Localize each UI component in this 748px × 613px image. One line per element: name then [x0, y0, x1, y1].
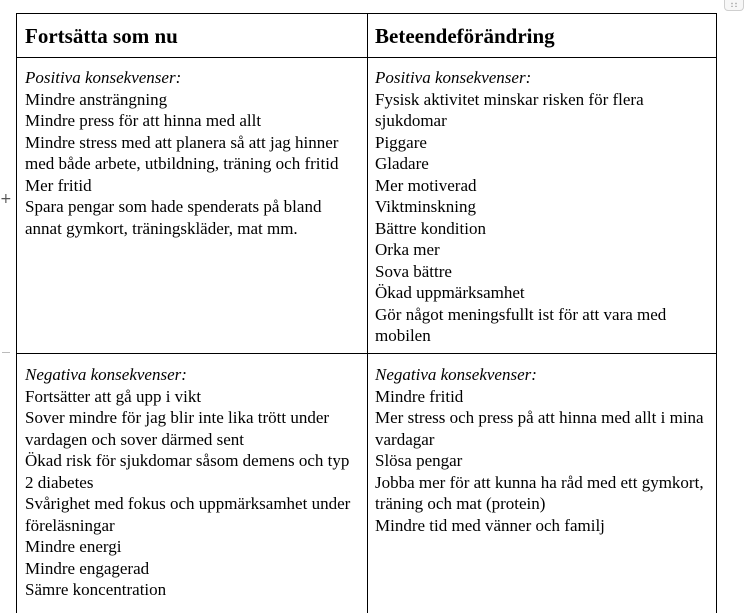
subheading-positive: Positiva konsekvenser: [375, 68, 532, 87]
list-item: Mer motiverad [375, 175, 477, 195]
list-item: Orka mer [375, 240, 440, 259]
consequence-list [375, 89, 711, 347]
consequence-list [25, 386, 361, 601]
subheading-negative: Negativa konsekvenser: [25, 365, 187, 384]
column-divider [367, 14, 368, 613]
subheading-positive: Positiva konsekvenser: [25, 68, 182, 87]
list-item: Mindre press för att hinna med allt [25, 111, 262, 130]
list-item: Slösa pengar [375, 451, 463, 470]
header-continue-as-now: Fortsätta som nu [25, 24, 178, 48]
list-item: Fortsätter att gå upp i vikt [25, 386, 202, 406]
list-item: Mindre ansträngning [25, 89, 168, 109]
list-item: Ökad risk för sjukdomar såsom demens och typ 2 diabetes [25, 451, 350, 492]
list-item: Sova bättre [375, 261, 452, 281]
row-divider [17, 353, 716, 354]
table-drag-handle[interactable] [724, 0, 744, 11]
cell-continue-negative [25, 364, 361, 601]
cell-continue-positive [25, 67, 359, 239]
list-item: Svårighet med fokus och uppmärksamhet under föreläsningar [25, 494, 351, 535]
list-item: Mindre engagerad [25, 558, 150, 578]
list-item: Mindre tid med vänner och familj [375, 515, 605, 535]
list-item: Spara pengar som hade spenderats på bland annat gymkort, träningskläder, mat mm. [25, 197, 322, 238]
cell-change-positive [375, 67, 711, 347]
list-item: Mer fritid [25, 175, 92, 195]
list-item: Ökad uppmärksamhet [375, 283, 525, 302]
consequence-table [16, 13, 717, 613]
list-item: Viktminskning [375, 197, 476, 216]
list-item: Mindre energi [25, 537, 122, 556]
list-item: Mer stress och press på att hinna med allt i mina vardagar [375, 408, 704, 449]
add-row-icon[interactable]: + [0, 191, 12, 207]
list-item: Sover mindre för jag blir inte lika trött under vardagen och sover därmed sent [25, 408, 330, 449]
consequence-list [25, 89, 359, 240]
list-item: Gladare [375, 154, 429, 173]
cell-change-negative [375, 364, 711, 536]
list-item: Jobba mer för att kunna ha råd med ett gymkort, träning och mat (protein) [375, 472, 704, 513]
list-item: Piggare [375, 132, 427, 152]
consequence-list [375, 386, 711, 537]
list-item: Mindre fritid [375, 386, 464, 406]
list-item: Bättre kondition [375, 218, 486, 238]
subheading-negative: Negativa konsekvenser: [375, 365, 537, 384]
header-divider [17, 57, 716, 58]
list-item: Sämre koncentration [25, 580, 167, 599]
header-behavior-change: Beteendeförändring [375, 24, 555, 48]
list-item: Fysisk aktivitet minskar risken för flera sjukdomar [375, 89, 644, 130]
list-item: Mindre stress med att planera så att jag hinner med både arbete, utbildning, träning och fritid [25, 132, 339, 173]
list-item: Gör något meningsfullt ist för att vara med mobilen [375, 304, 667, 345]
row-boundary-marker [2, 352, 10, 353]
